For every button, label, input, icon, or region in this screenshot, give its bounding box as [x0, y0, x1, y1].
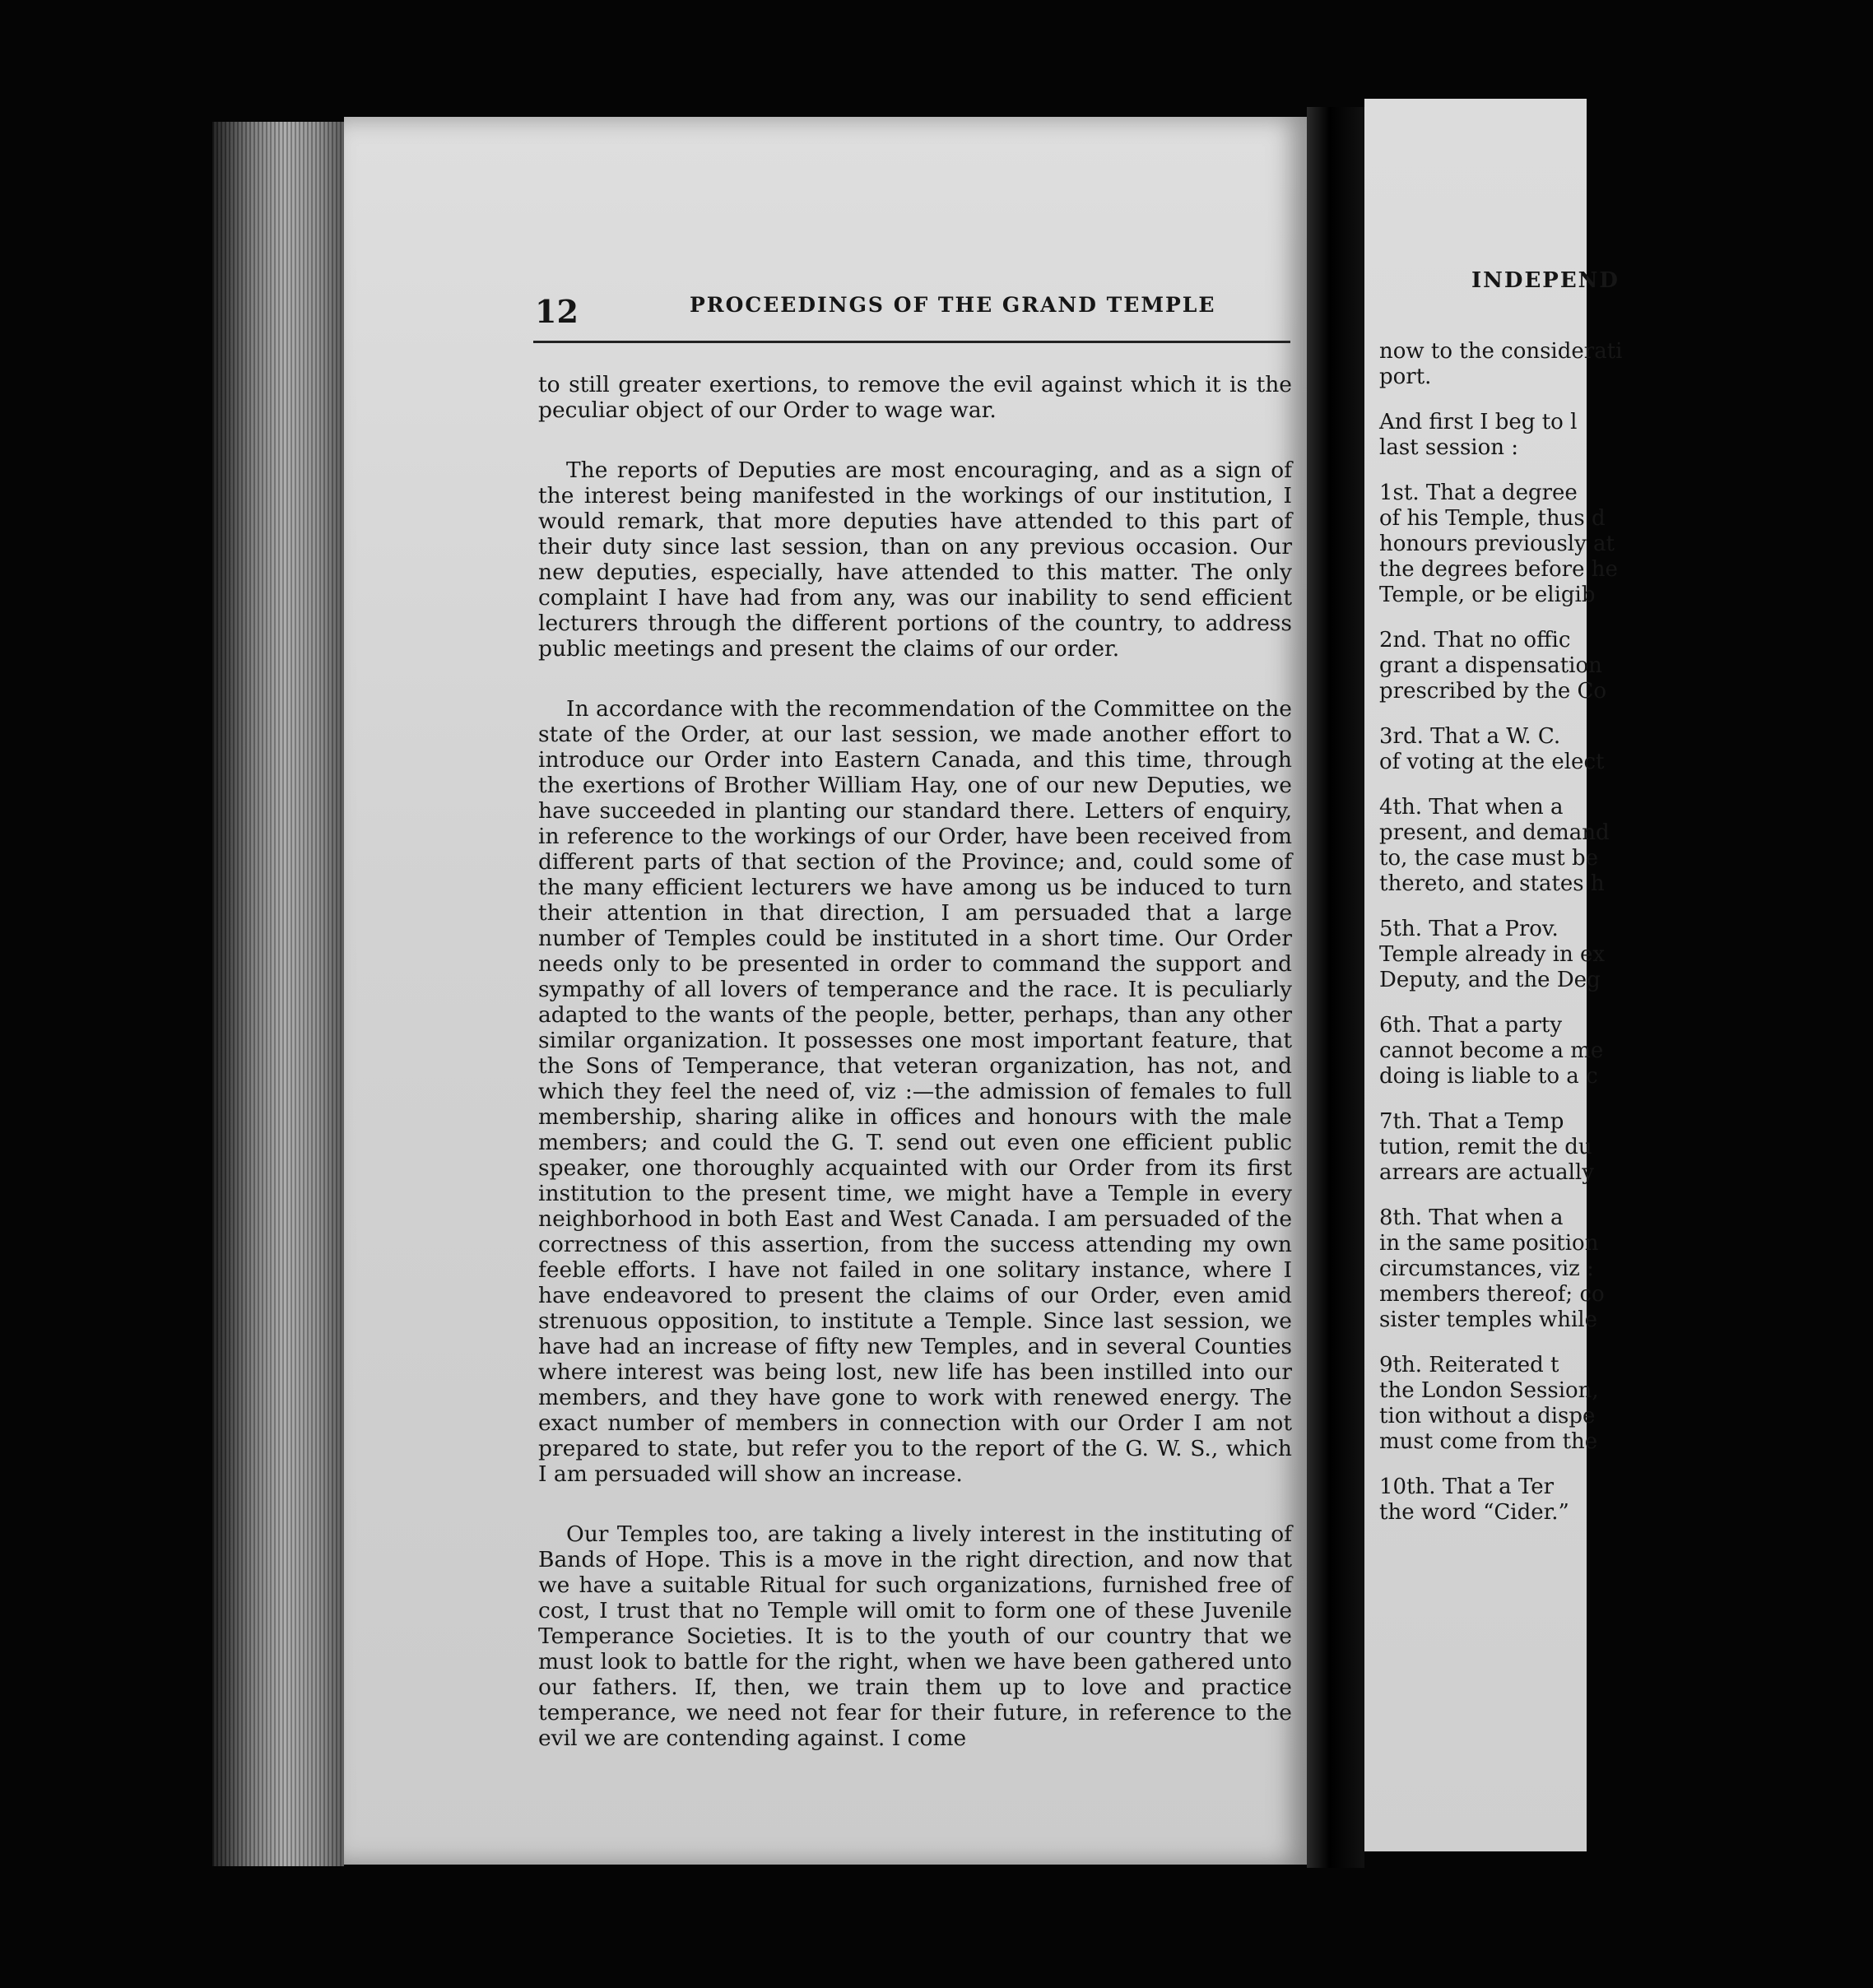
right-paragraph-2: And first I beg to l last session : — [1379, 410, 1578, 460]
book-gutter — [1307, 107, 1364, 1868]
right-paragraph-9: 7th. That a Temp tution, remit the du arrears are actually — [1379, 1109, 1594, 1185]
book-page-edges — [212, 122, 344, 1866]
right-paragraph-12: 10th. That a Ter the word “Cider.” — [1379, 1475, 1569, 1525]
right-paragraph-1: now to the considerati port. — [1379, 339, 1623, 389]
right-page — [1364, 99, 1623, 1851]
right-paragraph-10: 8th. That when a in the same position circumstances, viz : members thereof; co sister temples while — [1379, 1205, 1605, 1332]
paragraph-1: to still greater exertions, to remove the evil against which it is the peculiar object of our Order to wage war. — [538, 372, 1292, 423]
right-paragraph-4: 2nd. That no offic grant a dispensation prescribed by the Co — [1379, 628, 1607, 704]
header-rule — [533, 341, 1290, 343]
right-running-head: INDEPEND — [1471, 268, 1620, 293]
left-page — [344, 117, 1307, 1865]
right-paragraph-3: 1st. That a degree of his Temple, thus d honours previously at the degrees before he Temple, or be eligib — [1379, 481, 1618, 607]
right-paragraph-8: 6th. That a party cannot become a me doing is liable to a c — [1379, 1013, 1604, 1089]
right-paragraph-7: 5th. That a Prov. Temple already in ex Deputy, and the Deg — [1379, 917, 1606, 992]
page-number: 12 — [535, 293, 579, 330]
right-paragraph-6: 4th. That when a present, and demand to, the case must be thereto, and states h — [1379, 795, 1610, 896]
paragraph-4: Our Temples too, are taking a lively interest in the instituting of Bands of Hope. This is a move in the right direction, and now that we have a suitable Ritual for such organizations, furnished free of cost, I trust that no Temple will omit to form one of these Juvenile Temperance Societies. It is to the youth of our country that we must look to battle for the right, when we have been gathered unto our fathers. If, then, we train them up to love and practice temperance, we need not fear for their future, in reference to the evil we are contending against. I come — [538, 1521, 1292, 1751]
right-body-text — [1379, 339, 1873, 1545]
right-paragraph-11: 9th. Reiterated t the London Session, tion without a dispe must come from the — [1379, 1353, 1599, 1454]
paragraph-3: In accordance with the recommendation of the Committee on the state of the Order, at our last session, we made another effort to introduce our Order into Eastern Canada, and this time, through the exertions of Brother William Hay, one of our new Deputies, we have succeeded in planting our standard there. Letters of enquiry, in reference to the workings of our Order, have been received from different parts of that section of the Province; and, could some of the many efficient lecturers we have among us be induced to turn their attention in that direction, I am persuaded that a large number of Temples could be instituted in a short time. Our Order needs only to be presented in order to command the support and sympathy of all lovers of temperance and the race. It is peculiarly adapted to the wants of the people, better, perhaps, than any other similar organization. It possesses one most important feature, that the Sons of Temperance, that veteran organization, has not, and which they feel the need of, viz :—the admission of females to full membership, sharing alike in offices and honours with the male members; and could the G. T. send out even one efficient public speaker, one thoroughly acquainted with our Order from its first institution to the present time, we might have a Temple in every neighborhood in both East and West Canada. I am persuaded of the correctness of this assertion, from the success attending my own feeble efforts. I have not failed in one solitary instance, where I have endeavored to present the claims of our Order, even amid strenuous opposition, to institute a Temple. Since last session, we have had an increase of fifty new Temples, and in several Counties where interest was being lost, new life has been instilled into our members, and they have gone to work with renewed energy. The exact number of members in connection with our Order I am not prepared to state, but refer you to the report of the G. W. S., which I am persuaded will show an increase. — [538, 696, 1292, 1487]
body-text — [538, 372, 1292, 1786]
paragraph-2: The reports of Deputies are most encouraging, and as a sign of the interest being manifested in the workings of our institution, I would remark, that more deputies have attended to this part of their duty since last session, than on any previous occasion. Our new deputies, especially, have attended to this matter. The only complaint I have had from any, was our inability to send efficient lecturers through the different portions of the country, to address public meetings and present the claims of our order. — [538, 458, 1292, 662]
right-paragraph-5: 3rd. That a W. C. of voting at the elect — [1379, 724, 1605, 774]
running-head: PROCEEDINGS OF THE GRAND TEMPLE — [690, 293, 1216, 317]
